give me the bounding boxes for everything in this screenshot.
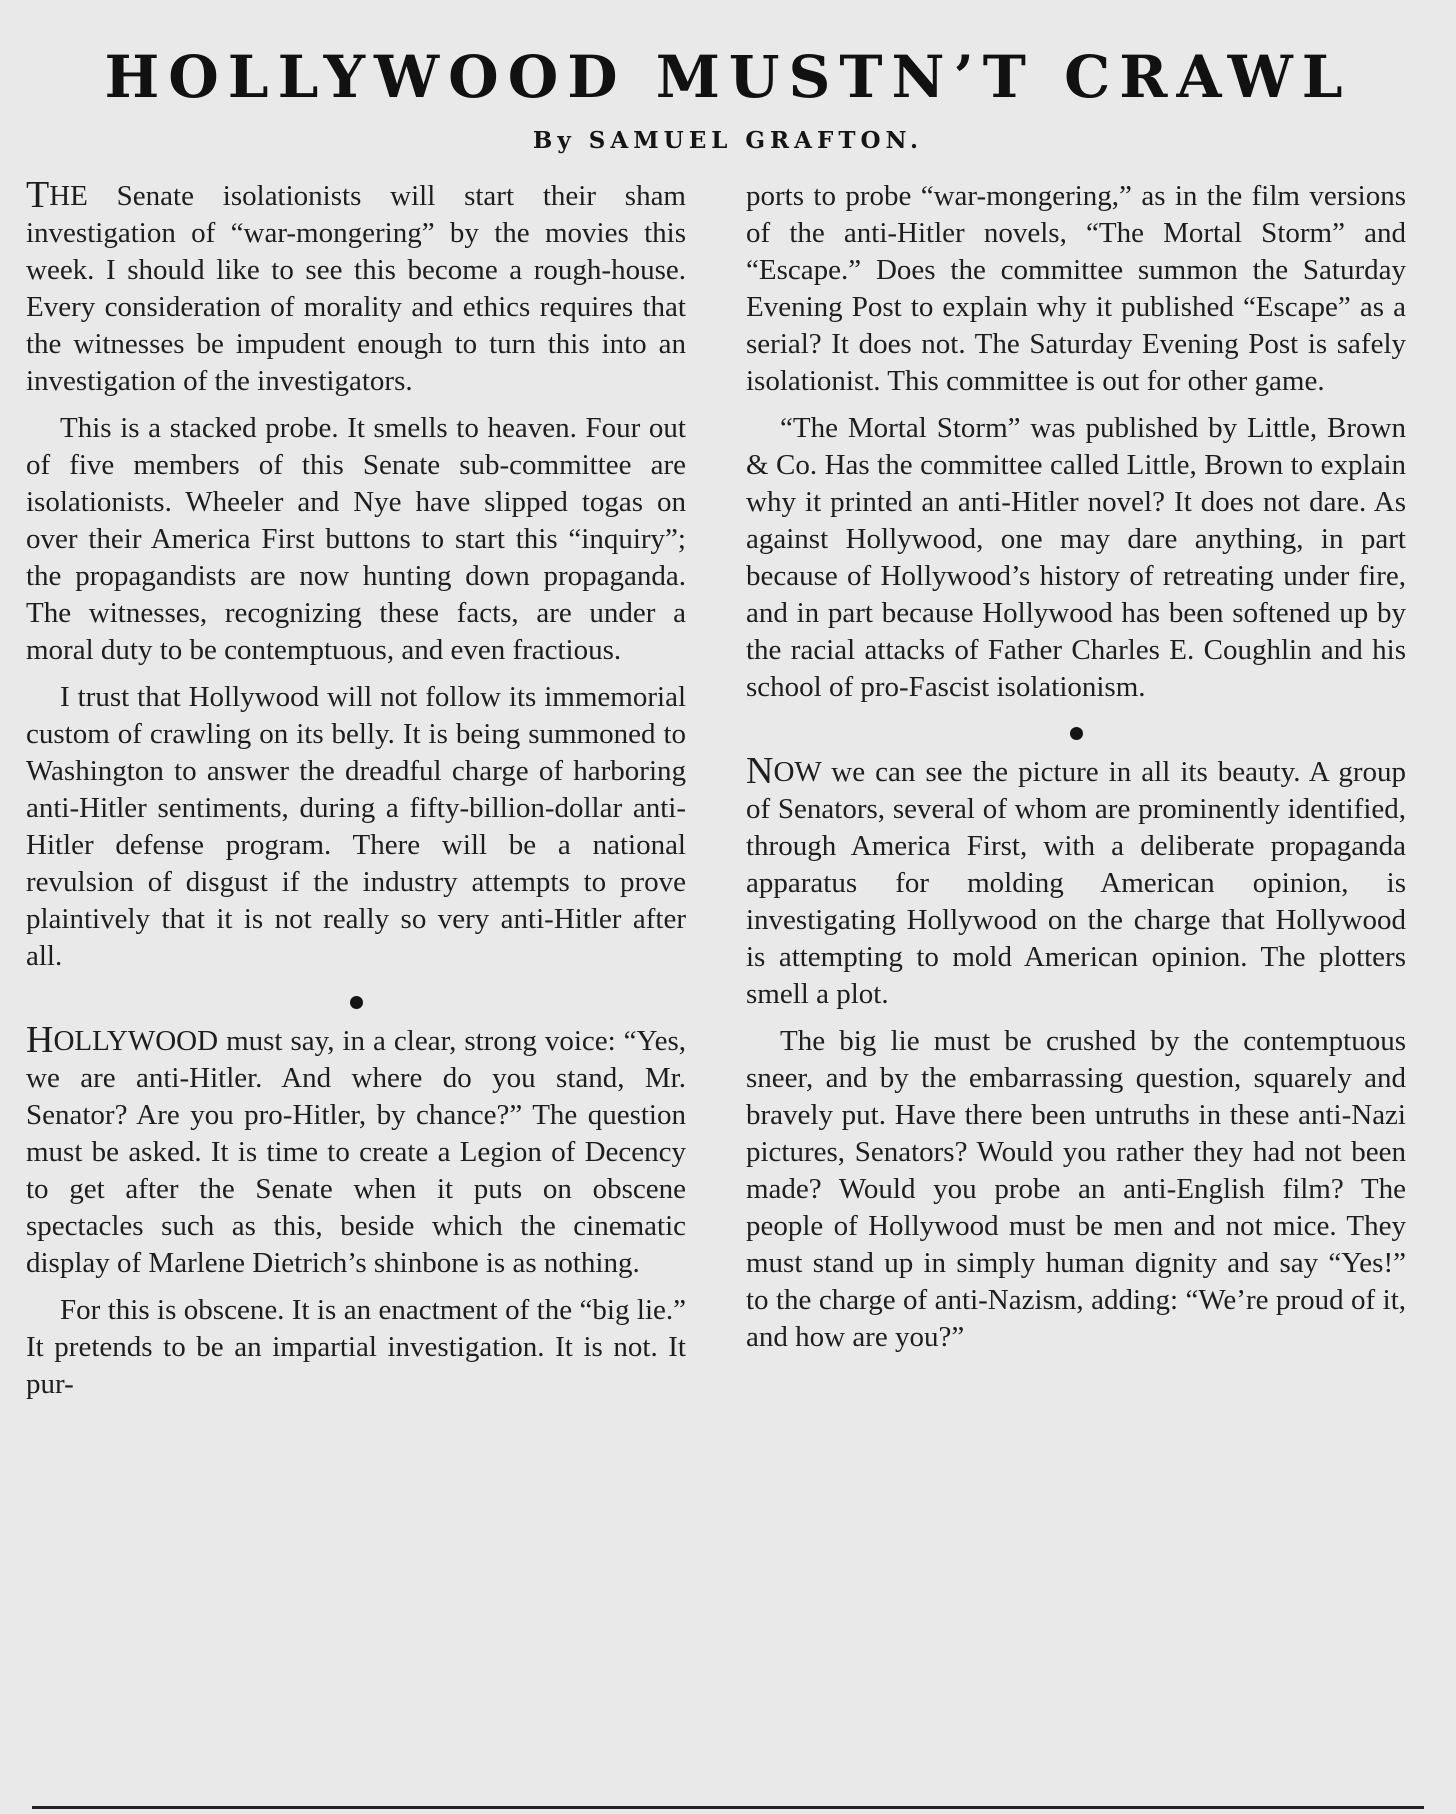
paragraph: ports to probe “war-mongering,” as in the film versions of the anti-Hitler novels, “The Mortal Storm” and “Escape.” Does the committee summon the Saturday Evening Post to explain why it published “Escape” as a serial? It does not. The Saturday Evening Post is safely isolationist. This committee is out for other game. bbox=[746, 180, 1406, 397]
paragraph bbox=[26, 1019, 686, 1282]
paragraph: “The Mortal Storm” was published by Little, Brown & Co. Has the committee called Little, Brown to explain why it printed an anti-Hitler novel? It does not dare. As against Hollywood, one may dare anything, in part because of Hollywood’s history of retreating under fire, and in part because Hollywood has been softened up by the racial attacks of Father Charles E. Coughlin and his school of pro-Fascist isolationism. bbox=[746, 412, 1406, 703]
section-separator bbox=[26, 985, 686, 1019]
paragraph: I trust that Hollywood will not follow its immemorial custom of crawling on its belly. It is being summoned to Washington to answer the dreadful charge of harboring anti-Hitler sentiments, during a fifty-billion-dollar anti-Hitler defense program. There will be a national revulsion of disgust if the industry attempts to prove plaintively that it is not really so very anti-Hitler after all. bbox=[26, 681, 686, 972]
paragraph-text: OW we can see the picture in all its beauty. A group of Senators, several of whom are prominently identified, through America First, with a deliberate propaganda apparatus for molding American opinion, is investigating Hollywood on the charge that Hollywood is attempting to mold American opinion. The plotters smell a plot. bbox=[746, 756, 1406, 1010]
right-column bbox=[746, 178, 1406, 1366]
section-separator bbox=[746, 716, 1406, 750]
paragraph-text: HE Senate isolationists will start their sham investigation of “war-mongering” by the movies this week. I should like to see this become a rough-house. Every consideration of morality and ethics requires that the witnesses be impudent enough to turn this into an investigation of the investigators. bbox=[26, 180, 686, 397]
bullet-dot bbox=[350, 996, 363, 1009]
drop-cap: T bbox=[26, 174, 50, 216]
paragraph: The big lie must be crushed by the contemptuous sneer, and by the embarrassing question, squarely and bravely put. Have there been untruths in these anti-Nazi pictures, Senators? Would you rather they had not been made? Would you probe an anti-English film? The people of Hollywood must be men and not mice. They must stand up in simply human dignity and say “Yes!” to the charge of anti-Nazism, adding: “We’re proud of it, and how are you?” bbox=[746, 1025, 1406, 1353]
paragraph bbox=[26, 174, 686, 400]
paragraph-text: OLLYWOOD must say, in a clear, strong voice: “Yes, we are anti-Hitler. And where do you stand, Mr. Senator? Are you pro-Hitler, by chance?” The question must be asked. It is time to create a Legion of Decency to get after the Senate when it puts on obscene spectacles such as this, beside which the cinematic display of Marlene Dietrich’s shinbone is as nothing. bbox=[26, 1025, 686, 1279]
drop-cap: N bbox=[746, 750, 774, 792]
left-column bbox=[26, 174, 686, 1413]
paragraph: For this is obscene. It is an enactment of the “big lie.” It pretends to be an impartial investigation. It is not. It pur- bbox=[26, 1294, 686, 1400]
headline: HOLLYWOOD MUSTN’T CRAWL bbox=[104, 43, 1352, 111]
bottom-rule bbox=[32, 1806, 1424, 1809]
bullet-dot bbox=[1070, 727, 1083, 740]
byline: By SAMUEL GRAFTON. bbox=[532, 127, 924, 154]
paragraph bbox=[746, 750, 1406, 1013]
drop-cap: H bbox=[26, 1019, 54, 1061]
paragraph: This is a stacked probe. It smells to heaven. Four out of five members of this Senate sub-committee are isolationists. Wheeler and Nye have slipped togas on over their America First buttons to start this “inquiry”; the propagandists are now hunting down propaganda. The witnesses, recognizing these facts, are under a moral duty to be contemptuous, and even fractious. bbox=[26, 412, 686, 666]
